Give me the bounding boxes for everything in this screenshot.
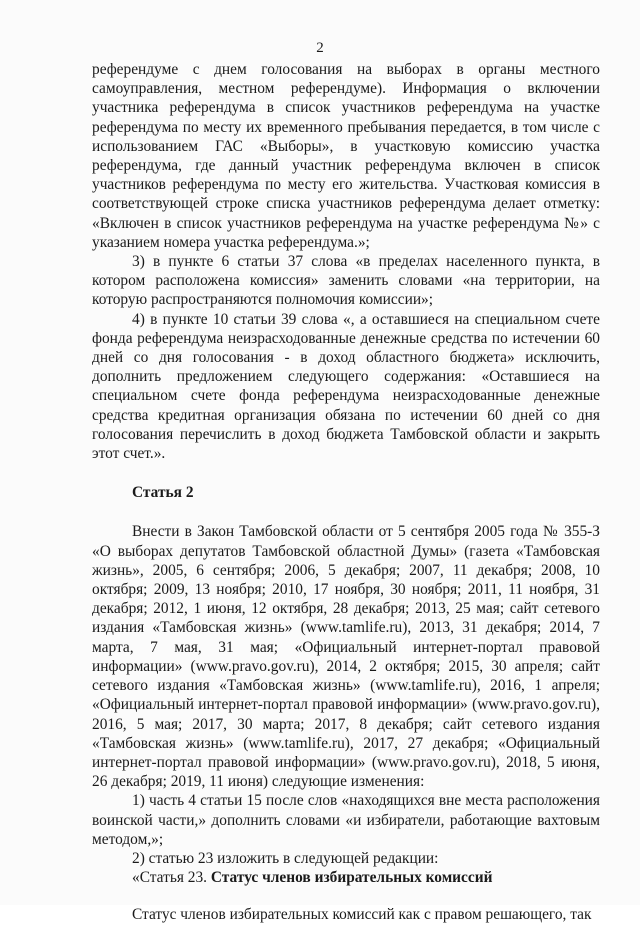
spacer [92, 887, 600, 905]
paragraph-status: Статус членов избирательных комиссий как с правом решающего, так [132, 906, 592, 924]
page-number: 2 [316, 40, 324, 56]
paragraph-item-4: 4) в пункте 10 статьи 39 слова «, а оставшиеся на специальном счете фонда референдума неизрасходованные денежные средства по истечении 60 дней со дня голосования - в доход областного бюджета» исключить, дополнить предложением следующего содержания: «Оставшиеся на специальном счете фонда референдума неизрасходованные денежные средства кредитная организация обязана по истечении 60 дней со дня голосования перечислить в доход бюджета Тамбовской области и закрыть этот счет.». [92, 310, 600, 463]
article-23-bold-title: Статус членов избирательных комиссий [210, 869, 493, 887]
article-heading: Статья 2 [132, 484, 194, 502]
document-body [92, 60, 600, 925]
article-23-title [92, 868, 600, 887]
paragraph-continuation: референдуме с днем голосования на выборах в органы местного самоуправления, местном референдуме). Информация о включении участника референдума в список участников референдума на участке референдума по месту их временного пребывания передается, в том числе с использованием ГАС «Выборы», в участковую комиссию участка референдума, где данный участник референдума включен в список участников референдума по месту его жительства. Участковая комиссия в соответствующей строке списка участников референдума делает отметку: «Включен в список участников референдума на участке референдума №» с указанием номера участка референдума.»; [92, 61, 600, 251]
paragraph-item-1: 1) часть 4 статьи 15 после слов «находящихся вне места расположения воинской части,» дополнить словами «и избиратели, работающие вахтовым методом,»; [92, 792, 600, 848]
paragraph-item-3: 3) в пункте 6 статьи 37 слова «в пределах населенного пункта, в котором расположена комиссия» заменить словами «на территории, на которую распространяются полномочия комиссии»; [92, 253, 600, 309]
paragraph-amendment-intro: Внести в Закон Тамбовской области от 5 сентября 2005 года № 355-З «О выборах депутатов Тамбовской областной Думы» (газета «Тамбовская жизнь», 2005, 6 сентября; 2006, 5 декабря; 2007, 11 декабря; 2008, 10 октября; 2009, 13 ноября; 2010, 17 ноября, 30 ноября; 2011, 11 ноября, 31 декабря; 2012, 1 июня, 12 октября, 28 декабря; 2013, 25 мая; сайт сетевого издания «Тамбовская жизнь» (www.tamlife.ru), 2013, 31 декабря; 2014, 7 марта, 7 мая, 31 мая; «Официальный интернет-портал правовой информации» (www.pravo.gov.ru), 2014, 2 октября; 2015, 30 апреля; сайт сетевого издания «Тамбовская жизнь» (www.tamlife.ru), 2016, 1 апреля; «Официальный интернет-портал правовой информации» (www.pravo.gov.ru), 2016, 5 мая; 2017, 30 марта; 2017, 8 декабря; сайт сетевого издания «Тамбовская жизнь» (www.tamlife.ru), 2017, 27 декабря; «Официальный интернет-портал правовой информации» (www.pravo.gov.ru), 2018, 5 июня, 26 декабря; 2019, 11 июня) следующие изменения: [92, 523, 600, 791]
paragraph-item-2: 2) статью 23 изложить в следующей редакции: [132, 849, 439, 867]
article-23-prefix: «Статья 23. [132, 869, 211, 887]
